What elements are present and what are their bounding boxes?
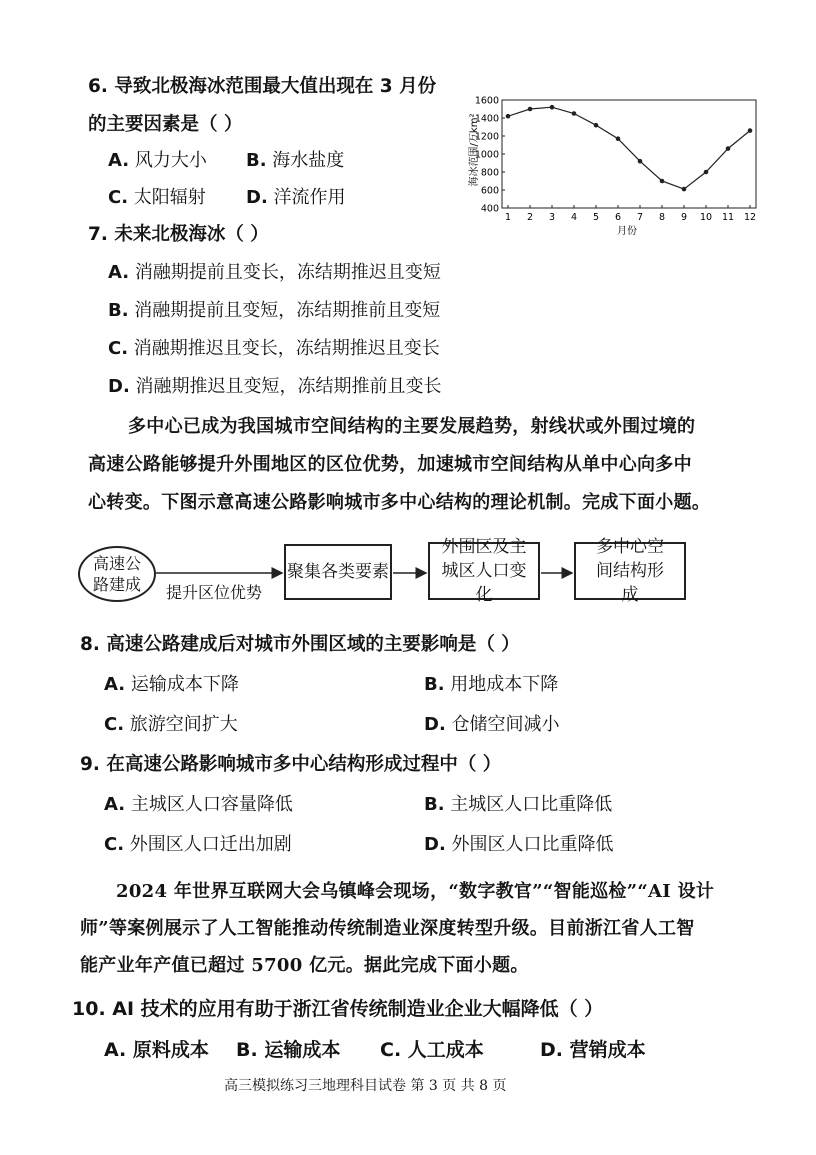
x-tick-label: 12 — [743, 212, 757, 223]
x-tick-label: 6 — [614, 212, 622, 223]
q7-option-d: D. 消融期推迟且变短，冻结期推前且变长 — [108, 376, 442, 397]
x-tick-label: 4 — [570, 212, 578, 223]
passage1-line3: 心转变。下图示意高速公路影响城市多中心结构的理论机制。完成下面小题。 — [88, 492, 711, 513]
q8-option-a: A. 运输成本下降 — [104, 674, 239, 695]
q6-option-c: C. 太阳辐射 — [108, 187, 206, 208]
q9-option-a: A. 主城区人口容量降低 — [104, 794, 293, 815]
flow-node-gather: 聚集各类要素 — [284, 544, 392, 600]
q8-option-b: B. 用地成本下降 — [424, 674, 559, 695]
q7-stem: 7. 未来北极海冰（ ） — [88, 224, 269, 245]
q9-option-c: C. 外围区人口迁出加剧 — [104, 834, 292, 855]
x-tick-label: 5 — [592, 212, 600, 223]
q9-stem: 9. 在高速公路影响城市多中心结构形成过程中（ ） — [80, 754, 502, 775]
q10-option-d: D. 营销成本 — [540, 1039, 646, 1061]
x-tick-label: 10 — [699, 212, 713, 223]
q10-option-b: B. 运输成本 — [236, 1039, 341, 1061]
x-tick-label: 3 — [548, 212, 556, 223]
flow-node-polycentric: 多中心空间结构形成 — [574, 542, 686, 600]
y-tick-label: 600 — [480, 185, 499, 197]
x-tick-label: 9 — [680, 212, 688, 223]
q10-option-a: A. 原料成本 — [104, 1039, 209, 1061]
q6-option-b: B. 海水盐度 — [246, 150, 345, 171]
chart-ylabel: 海冰范围/万km² — [469, 113, 480, 187]
q8-option-d: D. 仓储空间减小 — [424, 714, 560, 735]
q10-stem: 10. AI 技术的应用有助于浙江省传统制造业企业大幅降低（ ） — [72, 998, 604, 1020]
q6-option-a: A. 风力大小 — [108, 150, 207, 171]
x-tick-label: 11 — [721, 212, 735, 223]
flow-node-population: 外围区及主城区人口变化 — [428, 542, 540, 600]
x-tick-label: 7 — [636, 212, 644, 223]
q9-option-d: D. 外围区人口比重降低 — [424, 834, 614, 855]
q6-stem-line2: 的主要因素是（ ） — [88, 114, 243, 135]
chart-xlabel: 月份 — [617, 226, 637, 237]
q8-option-c: C. 旅游空间扩大 — [104, 714, 238, 735]
flow-arrow1-label: 提升区位优势 — [166, 583, 263, 602]
y-tick-label: 400 — [480, 203, 499, 215]
passage2-line1: 2024 年世界互联网大会乌镇峰会现场，“数字教官”“智能巡检”“AI 设计 — [116, 881, 715, 902]
q10-option-c: C. 人工成本 — [380, 1039, 484, 1061]
passage2-line3: 能产业年产值已超过 5700 亿元。据此完成下面小题。 — [80, 955, 529, 976]
q6-option-d: D. 洋流作用 — [246, 187, 346, 208]
q7-option-b: B. 消融期提前且变短，冻结期推前且变短 — [108, 300, 441, 321]
x-tick-label: 2 — [526, 212, 534, 223]
x-tick-label: 8 — [658, 212, 666, 223]
y-tick-label: 1600 — [474, 95, 499, 107]
q7-option-a: A. 消融期提前且变长，冻结期推迟且变短 — [108, 262, 441, 283]
y-tick-label: 800 — [480, 167, 499, 179]
y-tick-label: 1400 — [474, 113, 499, 125]
passage1-line1: 多中心已成为我国城市空间结构的主要发展趋势，射线状或外围过境的 — [128, 416, 696, 437]
q6-stem-line1: 6. 导致北极海冰范围最大值出现在 3 月份 — [88, 76, 437, 97]
passage2-line2: 师”等案例展示了人工智能推动传统制造业深度转型升级。目前浙江省人工智 — [80, 918, 695, 939]
q8-stem: 8. 高速公路建成后对城市外围区域的主要影响是（ ） — [80, 634, 520, 655]
q7-option-c: C. 消融期推迟且变长，冻结期推迟且变长 — [108, 338, 440, 359]
passage1-line2: 高速公路能够提升外围地区的区位优势，加速城市空间结构从单中心向多中 — [88, 454, 692, 475]
x-tick-label: 1 — [504, 212, 512, 223]
y-tick-label: 1200 — [474, 131, 499, 143]
q9-option-b: B. 主城区人口比重降低 — [424, 794, 613, 815]
y-tick-label: 1000 — [474, 149, 499, 161]
page-footer: 高三模拟练习三地理科目试卷 第 3 页 共 8 页 — [224, 1078, 507, 1094]
flow-node-highway: 高速公路建成 — [78, 546, 156, 602]
